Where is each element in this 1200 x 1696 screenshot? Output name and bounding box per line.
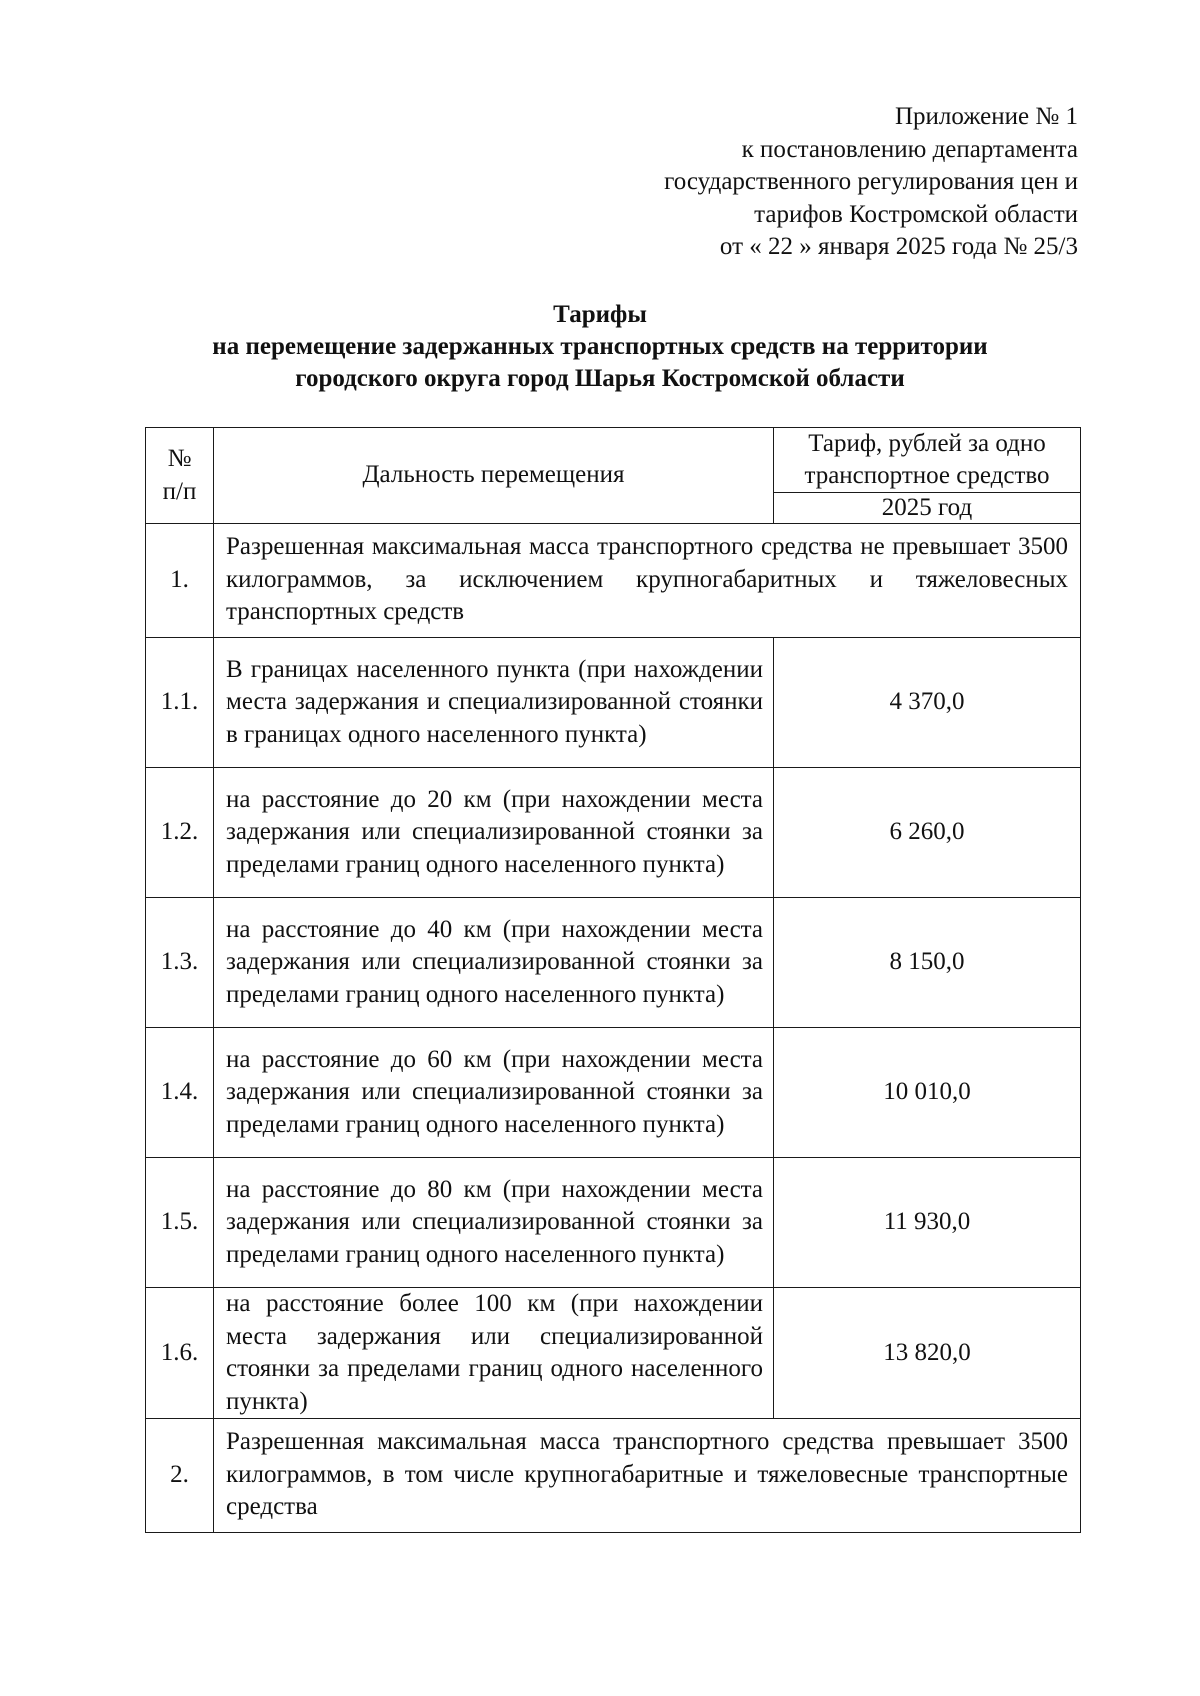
row-desc: на расстояние более 100 км (при нахождении места задержания или специализированной стоянки за пределами границ одного населенного пункта) [226, 1290, 763, 1415]
header-value-cell: Тариф, рублей за одно транспортное средство [774, 428, 1081, 493]
appendix-line: тарифов Костромской области [754, 200, 1078, 228]
row-desc-cell [214, 898, 774, 1028]
row-value: 10 010,0 [774, 1028, 1081, 1158]
row-value: 8 150,0 [774, 898, 1081, 1028]
table-row [146, 898, 1081, 1028]
row-desc: на расстояние до 80 км (при нахождении места задержания или специализированной стоянки за пределами границ одного населенного пункта) [226, 1175, 763, 1268]
title-line: Тарифы [553, 301, 647, 328]
row-value: 6 260,0 [774, 768, 1081, 898]
tariff-table [145, 427, 1081, 1533]
appendix-line: Приложение № 1 [894, 103, 1078, 130]
section-num: 2. [146, 1419, 214, 1533]
title-line: городского округа город Шарья Костромской области [295, 365, 905, 392]
row-num: 1.5. [146, 1158, 214, 1288]
row-desc-cell [214, 638, 774, 768]
row-desc-cell [214, 768, 774, 898]
table-header-row [146, 428, 1081, 493]
section-row [146, 524, 1081, 638]
table-row [146, 1288, 1081, 1419]
row-num: 1.4. [146, 1028, 214, 1158]
table-row [146, 1028, 1081, 1158]
row-num: 1.2. [146, 768, 214, 898]
section-text-cell [214, 524, 1081, 638]
table-row [146, 1158, 1081, 1288]
section-text-cell [214, 1419, 1081, 1533]
header-num-cell: № п/п [146, 428, 214, 524]
row-value: 13 820,0 [774, 1288, 1081, 1419]
row-num: 1.1. [146, 638, 214, 768]
row-desc-cell [214, 1028, 774, 1158]
row-value: 4 370,0 [774, 638, 1081, 768]
row-desc-cell [214, 1288, 774, 1419]
appendix-header [558, 101, 1078, 264]
row-value: 11 930,0 [774, 1158, 1081, 1288]
section-text: Разрешенная максимальная масса транспортного средства превышает 3500 килограммов, в том числе крупногабаритные и тяжеловесные транспортные средства [226, 1428, 1068, 1521]
appendix-line: к постановлению департамента [741, 135, 1078, 163]
row-num: 1.6. [146, 1288, 214, 1419]
appendix-line: государственного регулирования цен и [664, 168, 1078, 195]
section-row [146, 1419, 1081, 1533]
row-desc: на расстояние до 40 км (при нахождении места задержания или специализированной стоянки за пределами границ одного населенного пункта) [226, 915, 763, 1008]
row-desc: на расстояние до 20 км (при нахождении места задержания или специализированной стоянки за пределами границ одного населенного пункта) [226, 785, 763, 878]
document-title [0, 299, 1200, 395]
year-header-cell: 2025 год [774, 493, 1081, 524]
section-num: 1. [146, 524, 214, 638]
row-num: 1.3. [146, 898, 214, 1028]
row-desc: В границах населенного пункта (при нахождении места задержания и специализированной стоянки в границах одного населенного пункта) [226, 655, 763, 748]
table-row [146, 768, 1081, 898]
table-row [146, 638, 1081, 768]
section-text: Разрешенная максимальная масса транспортного средства не превышает 3500 килограммов, за исключением крупногабаритных и тяжеловесных транспортных средств [226, 533, 1068, 626]
appendix-line: от « 22 » января 2025 года № 25/3 [719, 233, 1078, 260]
header-desc-cell: Дальность перемещения [214, 428, 774, 524]
title-line: на перемещение задержанных транспортных средств на территории [212, 333, 988, 360]
row-desc: на расстояние до 60 км (при нахождении места задержания или специализированной стоянки за пределами границ одного населенного пункта) [226, 1045, 763, 1138]
row-desc-cell [214, 1158, 774, 1288]
